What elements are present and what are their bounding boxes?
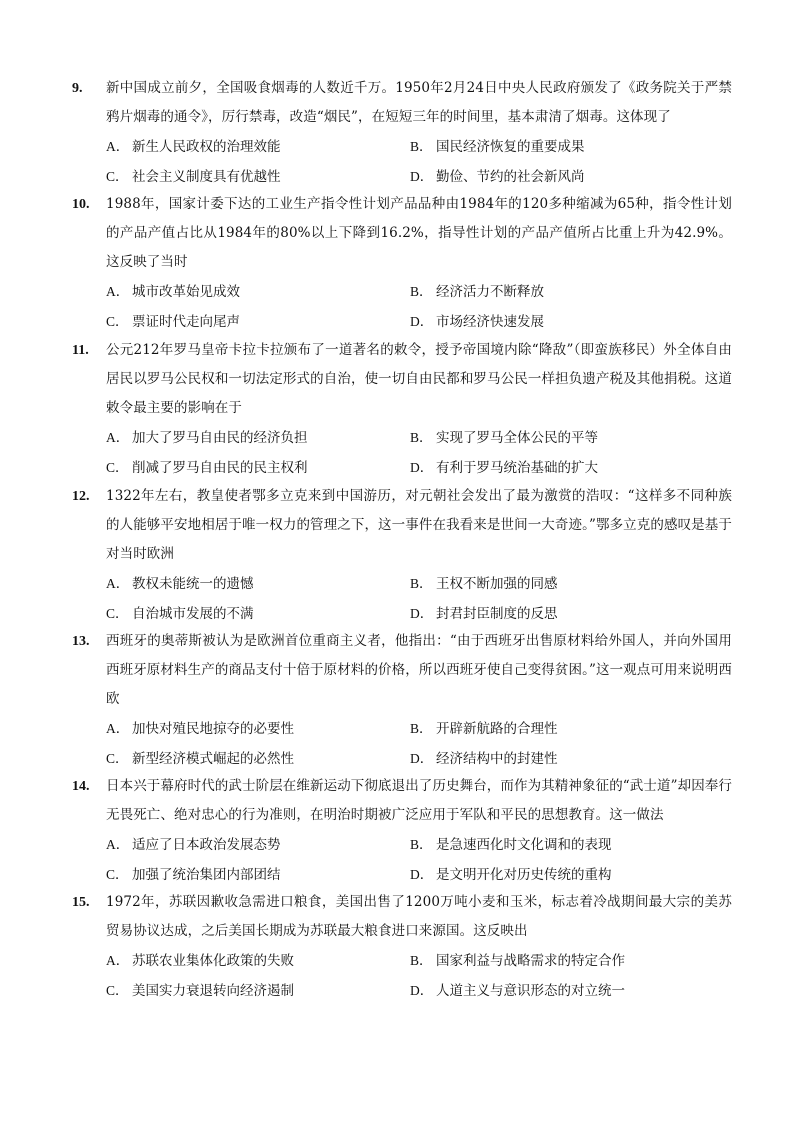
option-text: 削减了罗马自由民的民主权利 (132, 460, 308, 476)
option-letter: C． (106, 460, 129, 475)
question-13 (72, 627, 732, 774)
option-text: 加强了统治集团内部团结 (132, 867, 281, 883)
question-stem: 日本兴于幕府时代的武士阶层在维新运动下彻底退出了历史舞台，而作为其精神象征的“武士道”却因奉行无畏死亡、绝对忠心的行为准则，在明治时期被广泛应用于军队和平民的思想教育。这一做法 (106, 778, 733, 823)
question-14 (72, 772, 732, 890)
option-a (106, 132, 410, 162)
option-a (106, 714, 410, 744)
options (106, 569, 732, 629)
option-text: 自治城市发展的不满 (132, 606, 254, 622)
option-letter: D． (410, 606, 434, 621)
option-d (410, 599, 710, 629)
option-d (410, 744, 710, 774)
options (106, 277, 732, 337)
option-letter: D． (410, 314, 434, 329)
question-stem: 公元212年罗马皇帝卡拉卡拉颁布了一道著名的敕令，授予帝国境内除“降敌”（即蛮族移民）外全体自由居民以罗马公民权和一切法定形式的自治，使一切自由民都和罗马公民一样担负遗产税及其他捐税。这道敕令最主要的影响在于 (106, 342, 732, 416)
question-number: 13. (72, 634, 90, 649)
option-text: 勤俭、节约的社会新风尚 (436, 169, 585, 185)
option-c (106, 453, 410, 483)
option-text: 适应了日本政治发展态势 (132, 837, 281, 853)
option-letter: A． (106, 721, 130, 736)
option-text: 国家利益与战略需求的特定合作 (436, 953, 625, 969)
option-letter: C． (106, 751, 129, 766)
option-text: 教权未能统一的遗憾 (132, 576, 254, 592)
question-number: 9. (72, 81, 83, 96)
option-letter: A． (106, 284, 130, 299)
option-a (106, 277, 410, 307)
option-text: 王权不断加强的同感 (436, 576, 558, 592)
option-text: 加快对殖民地掠夺的必要性 (132, 721, 294, 737)
option-text: 国民经济恢复的重要成果 (436, 139, 585, 155)
question-number: 14. (72, 779, 90, 794)
option-text: 实现了罗马全体公民的平等 (436, 430, 598, 446)
question-12 (72, 482, 732, 629)
option-c (106, 976, 410, 1006)
option-letter: A． (106, 430, 130, 445)
question-number: 15. (72, 895, 90, 910)
option-letter: B． (410, 430, 433, 445)
option-text: 苏联农业集体化政策的失败 (132, 953, 294, 969)
option-letter: C． (106, 867, 129, 882)
option-text: 城市改革始见成效 (132, 284, 240, 300)
question-number: 10. (72, 197, 90, 212)
question-9 (72, 74, 732, 192)
option-text: 经济结构中的封建性 (436, 751, 558, 767)
option-d (410, 860, 710, 890)
option-letter: A． (106, 837, 130, 852)
question-number: 11. (72, 343, 89, 358)
option-text: 开辟新航路的合理性 (436, 721, 558, 737)
option-d (410, 162, 710, 192)
option-b (410, 277, 710, 307)
option-text: 新型经济模式崛起的必然性 (132, 751, 294, 767)
options (106, 946, 732, 1006)
option-letter: D． (410, 867, 434, 882)
options (106, 132, 732, 192)
options (106, 423, 732, 483)
option-letter: B． (410, 837, 433, 852)
option-letter: B． (410, 139, 433, 154)
option-letter: A． (106, 139, 130, 154)
question-stem: 1972年，苏联因歉收急需进口粮食，美国出售了1200万吨小麦和玉米，标志着冷战期间最大宗的美苏贸易协议达成，之后美国长期成为苏联最大粮食进口来源国。这反映出 (106, 894, 732, 939)
option-c (106, 162, 410, 192)
option-letter: B． (410, 284, 433, 299)
option-text: 是急速西化时文化调和的表现 (436, 837, 612, 853)
question-stem: 新中国成立前夕，全国吸食烟毒的人数近千万。1950年2月24日中央人民政府颁发了《政务院关于严禁鸦片烟毒的通令》，厉行禁毒，改造“烟民”，在短短三年的时间里，基本肃清了烟毒。这体现了 (106, 80, 732, 125)
option-b (410, 569, 710, 599)
option-letter: C． (106, 606, 129, 621)
option-text: 经济活力不断释放 (436, 284, 544, 300)
option-text: 票证时代走向尾声 (132, 314, 240, 330)
option-b (410, 714, 710, 744)
option-a (106, 569, 410, 599)
option-letter: D． (410, 460, 434, 475)
question-15 (72, 888, 732, 1006)
option-letter: C． (106, 983, 129, 998)
option-text: 美国实力衰退转向经济遏制 (132, 983, 294, 999)
option-letter: D． (410, 751, 434, 766)
option-a (106, 423, 410, 453)
option-text: 有利于罗马统治基础的扩大 (436, 460, 598, 476)
option-letter: C． (106, 169, 129, 184)
option-b (410, 946, 710, 976)
question-11 (72, 336, 732, 483)
option-text: 社会主义制度具有优越性 (132, 169, 281, 185)
option-d (410, 307, 710, 337)
option-letter: B． (410, 721, 433, 736)
option-b (410, 423, 710, 453)
question-stem: 1988年，国家计委下达的工业生产指令性计划产品品种由1984年的120多种缩减为65种，指令性计划的产品产值占比从1984年的80%以上下降到16.2%，指导性计划的产品产值所占比重上升为42.9%。这反映了当时 (106, 196, 732, 270)
option-c (106, 599, 410, 629)
option-letter: B． (410, 953, 433, 968)
option-text: 新生人民政权的治理效能 (132, 139, 281, 155)
question-stem: 1322年左右，教皇使者鄂多立克来到中国游历，对元朝社会发出了最为激赏的浩叹：“这样多不同种族的人能够平安地相居于唯一权力的管理之下，这一事件在我看来是世间一大奇迹。”鄂多立克的感叹是基于对当时欧洲 (106, 488, 732, 562)
options (106, 830, 732, 890)
options (106, 714, 732, 774)
option-text: 加大了罗马自由民的经济负担 (132, 430, 308, 446)
option-b (410, 830, 710, 860)
option-b (410, 132, 710, 162)
option-letter: D． (410, 169, 434, 184)
option-a (106, 830, 410, 860)
option-c (106, 744, 410, 774)
question-stem: 西班牙的奥蒂斯被认为是欧洲首位重商主义者，他指出：“由于西班牙出售原材料给外国人，并向外国用西班牙原材料生产的商品支付十倍于原材料的价格，所以西班牙使自己变得贫困。”这一观点可用来说明西欧 (106, 633, 732, 707)
option-letter: C． (106, 314, 129, 329)
option-text: 人道主义与意识形态的对立统一 (436, 983, 625, 999)
option-a (106, 946, 410, 976)
option-letter: A． (106, 953, 130, 968)
option-text: 市场经济快速发展 (436, 314, 544, 330)
option-text: 是文明开化对历史传统的重构 (436, 867, 612, 883)
option-d (410, 976, 710, 1006)
question-number: 12. (72, 489, 90, 504)
option-text: 封君封臣制度的反思 (436, 606, 558, 622)
option-c (106, 860, 410, 890)
option-letter: D． (410, 983, 434, 998)
option-letter: A． (106, 576, 130, 591)
option-d (410, 453, 710, 483)
question-10 (72, 190, 732, 337)
option-c (106, 307, 410, 337)
option-letter: B． (410, 576, 433, 591)
